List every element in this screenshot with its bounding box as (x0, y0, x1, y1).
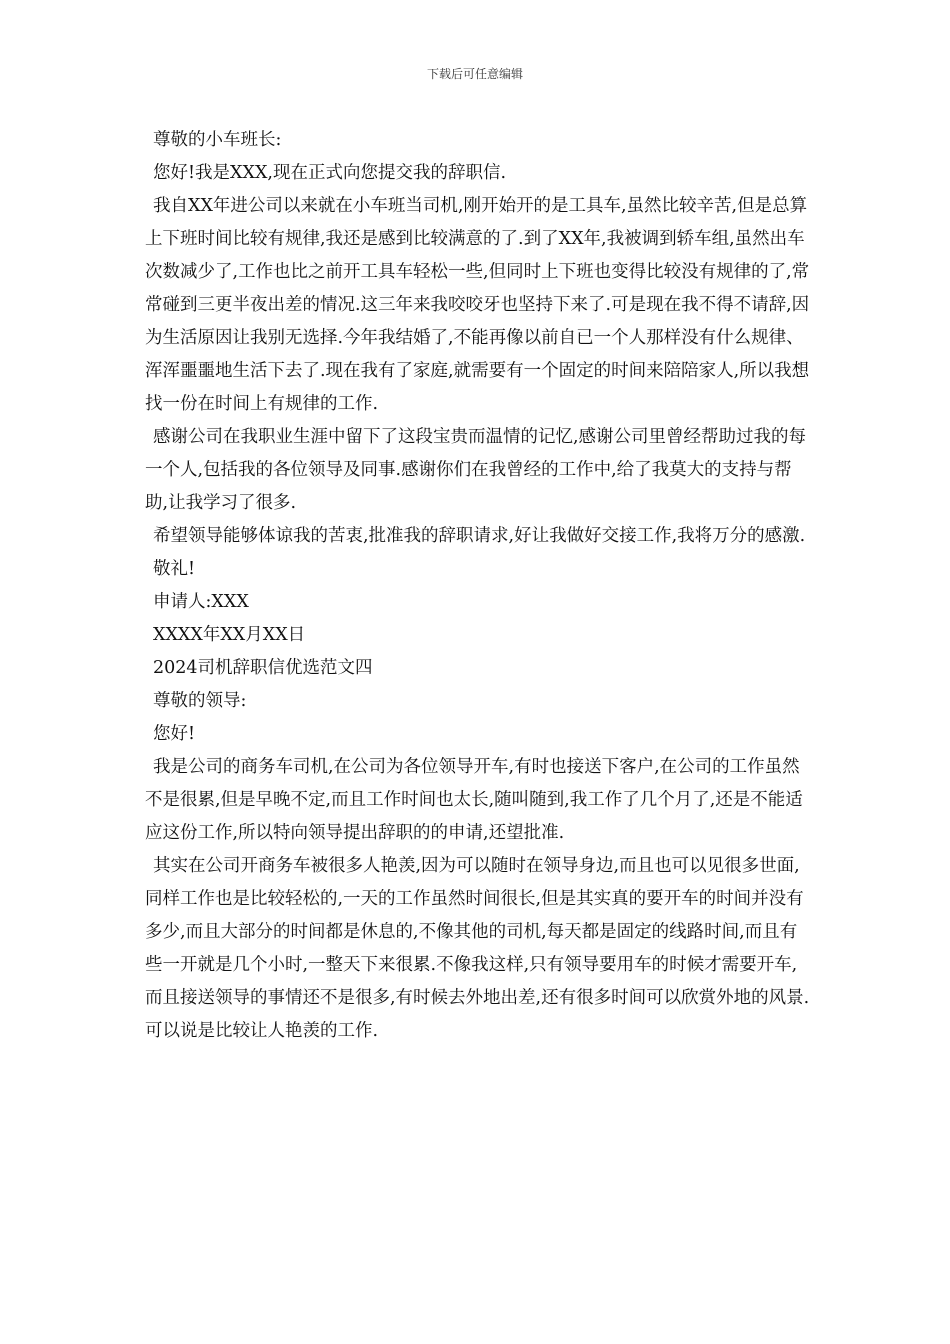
body-paragraph: 其实在公司开商务车被很多人艳羡,因为可以随时在领导身边,而且也可以见很多世面,同样工作也是比较轻松的,一天的工作虽然时间很长,但是其实真的要开车的时间并没有多少,而且大部分的时间都是休息的,不像其他的司机,每天都是固定的线路时间,而且有些一开就是几个小时,一整天下来很累.不像我这样,只有领导要用车的时候才需要开车,而且接送领导的事情还不是很多,有时候去外地出差,还有很多时间可以欣赏外地的风景.可以说是比较让人艳羡的工作. (145, 856, 810, 1041)
closing: 敬礼! (153, 559, 196, 579)
body-paragraph: 感谢公司在我职业生涯中留下了这段宝贵而温情的记忆,感谢公司里曾经帮助过我的每一个人,包括我的各位领导及同事.感谢你们在我曾经的工作中,给了我莫大的支持与帮助,让我学习了很多. (145, 427, 807, 513)
letter-body (145, 124, 810, 1048)
date: XXXX年XX月XX日 (153, 625, 306, 645)
salutation: 尊敬的领导: (153, 691, 247, 711)
body-paragraph: 希望领导能够体谅我的苦衷,批准我的辞职请求,好让我做好交接工作,我将万分的感激. (153, 526, 806, 546)
signature: 申请人:XXX (153, 592, 249, 612)
section-title: 2024司机辞职信优选范文四 (153, 658, 373, 678)
body-paragraph: 我是公司的商务车司机,在公司为各位领导开车,有时也接送下客户,在公司的工作虽然不是很累,但是早晚不定,而且工作时间也太长,随叫随到,我工作了几个月了,还是不能适应这份工作,所以特向领导提出辞职的的申请,还望批准. (145, 757, 803, 843)
salutation: 尊敬的小车班长: (153, 130, 282, 150)
greeting: 您好! (153, 724, 196, 744)
page-header: 下载后可任意编辑 (426, 67, 523, 81)
body-paragraph: 我自XX年进公司以来就在小车班当司机,刚开始开的是工具车,虽然比较辛苦,但是总算上下班时间比较有规律,我还是感到比较满意的了.到了XX年,我被调到轿车组,虽然出车次数减少了,工作也比之前开工具车轻松一些,但同时上下班也变得比较没有规律的了,常常碰到三更半夜出差的情况.这三年来我咬咬牙也坚持下来了.可是现在我不得不请辞,因为生活原因让我别无选择.今年我结婚了,不能再像以前自已一个人那样没有什么规律、浑浑噩噩地生活下去了.现在我有了家庭,就需要有一个固定的时间来陪陪家人,所以我想找一份在时间上有规律的工作. (145, 196, 810, 414)
greeting: 您好!我是XXX,现在正式向您提交我的辞职信. (153, 163, 507, 183)
